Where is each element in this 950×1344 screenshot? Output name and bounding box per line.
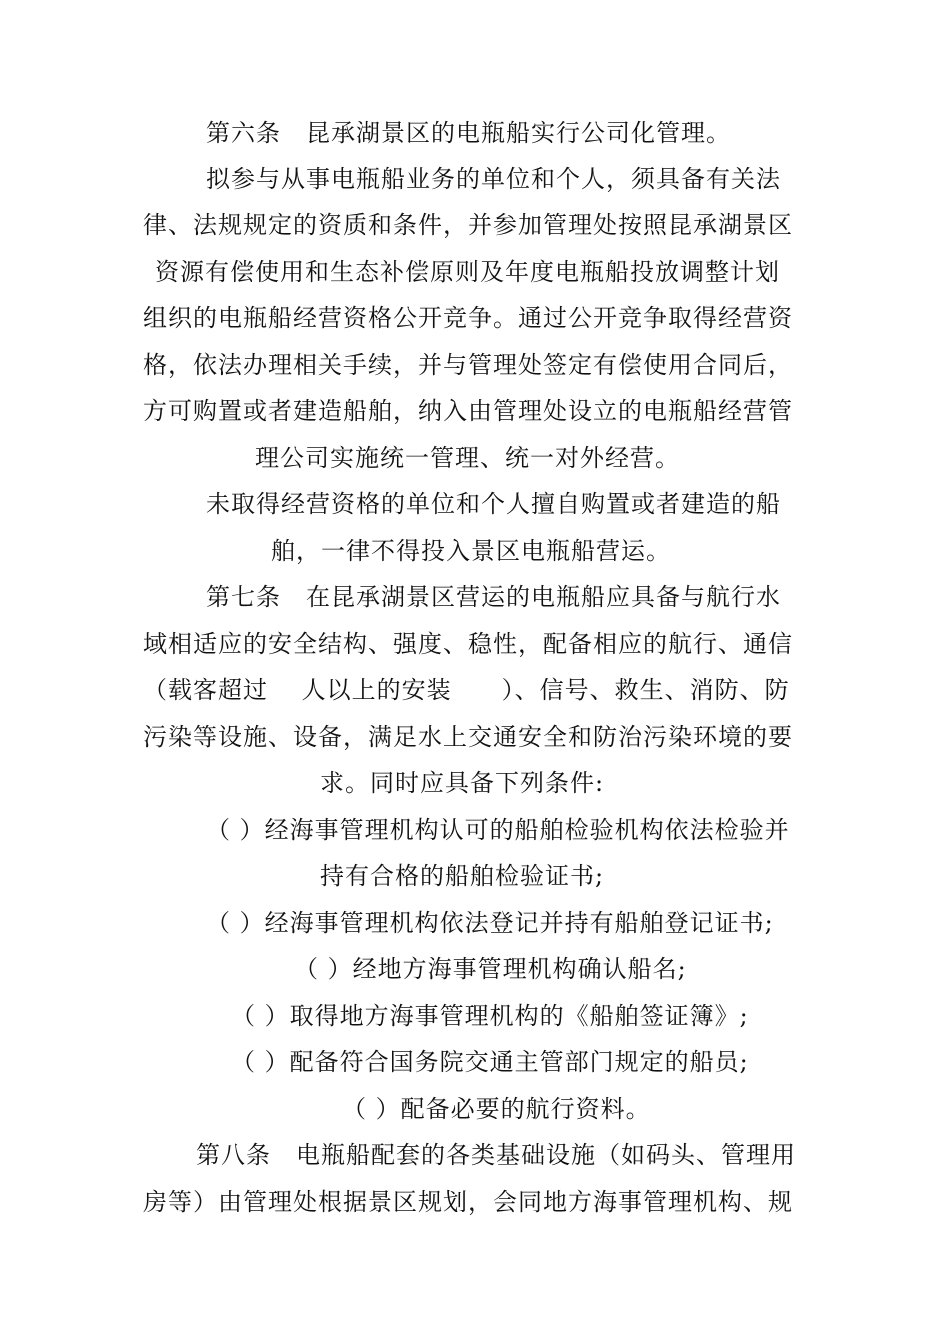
article-6-para2-line: 舶，一律不得投入景区电瓶船营运。	[271, 537, 671, 565]
condition-item: （ ）配备符合国务院交通主管部门规定的船员;	[231, 1048, 749, 1076]
article-6-heading: 第六条 昆承湖景区的电瓶船实行公司化管理。	[206, 119, 731, 147]
condition-item: （ ）取得地方海事管理机构的《船舶签证簿》;	[231, 1002, 749, 1030]
article-7-para-line: 求。同时应具备下列条件:	[320, 769, 605, 797]
article-6-para1-line: 资源有偿使用和生态补偿原则及年度电瓶船投放调整计划	[155, 258, 780, 286]
article-6-para1-line: 理公司实施统一管理、统一对外经营。	[255, 444, 680, 472]
article-6-para1-line: 格，依法办理相关手续，并与管理处签定有偿使用合同后，	[143, 351, 793, 379]
condition-item: （ ）经地方海事管理机构确认船名;	[294, 955, 687, 983]
article-8-para-line: 房等）由管理处根据景区规划，会同地方海事管理机构、规	[143, 1188, 793, 1216]
article-6-para1-line: 拟参与从事电瓶船业务的单位和个人，须具备有关法	[206, 165, 781, 193]
article-7-para-line: （载客超过 人以上的安装 ）、信号、救生、消防、防	[143, 676, 790, 704]
condition-item: （ ）经海事管理机构依法登记并持有船舶登记证书;	[206, 909, 774, 937]
article-6-para1-line: 方可购置或者建造船舶，纳入由管理处设立的电瓶船经营管	[143, 397, 793, 425]
condition-item-continuation: 持有合格的船舶检验证书;	[320, 862, 605, 890]
article-7-para-line: 污染等设施、设备，满足水上交通安全和防治污染环境的要	[143, 723, 793, 751]
article-8-heading: 第八条 电瓶船配套的各类基础设施（如码头、管理用	[196, 1141, 796, 1169]
condition-item: （ ）经海事管理机构认可的船舶检验机构依法检验并	[206, 816, 790, 844]
article-6-para1-line: 律、法规规定的资质和条件，并参加管理处按照昆承湖景区	[143, 211, 793, 239]
article-7-heading: 第七条 在昆承湖景区营运的电瓶船应具备与航行水	[206, 583, 781, 611]
article-6-para2-line: 未取得经营资格的单位和个人擅自购置或者建造的船	[206, 490, 781, 518]
condition-item: （ ）配备必要的航行资料。	[342, 1095, 651, 1123]
article-7-para-line: 域相适应的安全结构、强度、稳性，配备相应的航行、通信	[143, 630, 793, 658]
article-6-para1-line: 组织的电瓶船经营资格公开竞争。通过公开竞争取得经营资	[143, 304, 793, 332]
